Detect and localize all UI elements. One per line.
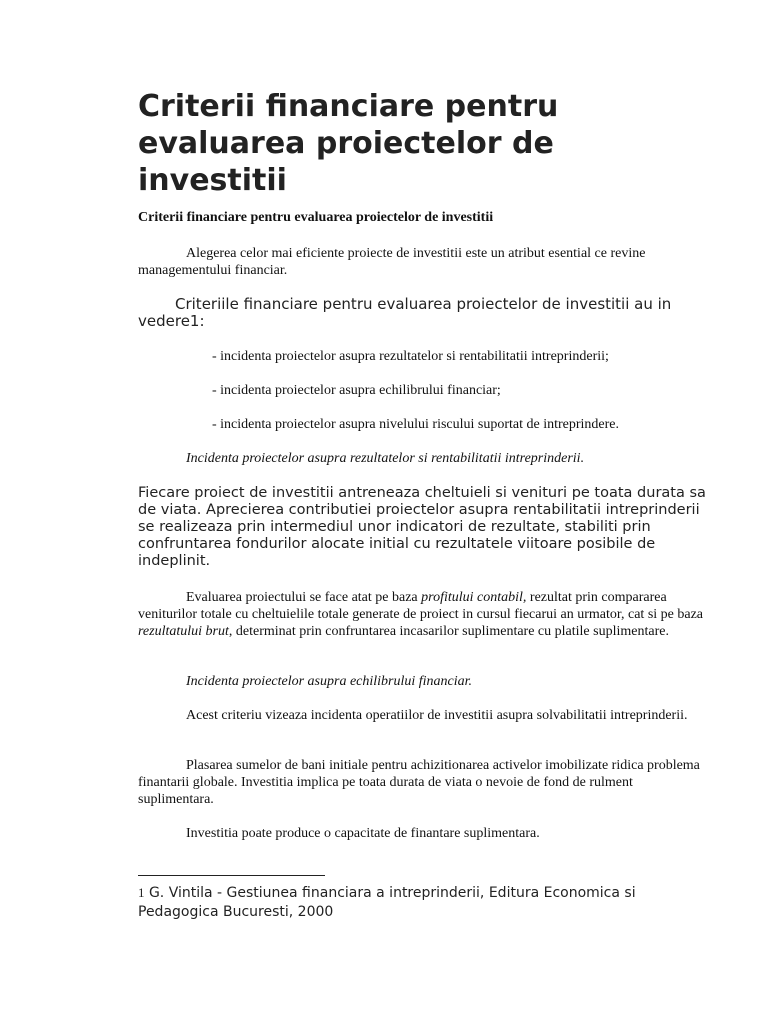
section-heading-rentabilitate: Incidenta proiectelor asupra rezultatelor si rentabilitatii intreprinderii. [186,451,585,466]
paragraph-capacitate: Investitia poate produce o capacitate de finantare suplimentara. [186,826,540,841]
footnote-number: 1 [138,885,145,900]
footnote-divider [138,875,325,876]
paragraph-evaluare [138,589,710,640]
footnote-text: G. Vintila - Gestiunea financiara a intreprinderii, Editura Economica si Pedagogica Bucuresti, 2000 [138,885,636,920]
footnote [138,883,718,922]
document-title: Criterii financiare pentru evaluarea proiectelor de investitii [138,89,559,198]
paragraph-intro: Alegerea celor mai eficiente proiecte de investitii este un atribut esential ce revine managementului financiar. [138,246,646,278]
list-item: - incidenta proiectelor asupra nivelului riscului suportat de intreprindere. [212,417,620,432]
section-heading-echilibru: Incidenta proiectelor asupra echilibrului financiar. [186,674,473,689]
list-item: - incidenta proiectelor asupra rezultatelor si rentabilitatii intreprinderii; [212,349,609,364]
paragraph-venituri: Fiecare proiect de investitii antreneaza cheltuieli si venituri pe toata durata sa de viata. Aprecierea contributiei proiectelor asupra rentabilitatii intreprinderii se realizeaza prin intermediul unor indicatori de rezultate, stabiliti prin confruntarea fondurilor alocate initial cu rezultatele viitoare posibile de indeplinit. [138,485,706,569]
list-item: - incidenta proiectelor asupra echilibrului financiar; [212,383,501,398]
text-span: rezultat prin compararea veniturilor totale cu cheltuielile totale generate de proiect in cursul fiecarui an urmator, cat si pe baza [138,590,704,622]
paragraph-finantare: Plasarea sumelor de bani initiale pentru achizitionarea activelor imobilizate ridica problema finantarii globale. Investitia implica pe toata durata de viata o nevoie de fond de rulment suplimentara. [138,758,700,807]
emphasis-profit-contabil: profitului contabil, [421,590,527,605]
text-span: Evaluarea proiectului se face atat pe baza [186,590,422,605]
paragraph-criteria: Criteriile financiare pentru evaluarea proiectelor de investitii au in vedere1: [138,295,672,330]
emphasis-rezultat-brut: rezultatului brut [138,624,229,639]
paragraph-solvabilitate: Acest criteriu vizeaza incidenta operatiilor de investitii asupra solvabilitatii intreprinderii. [186,708,688,723]
text-span: , determinat prin confruntarea incasarilor suplimentare cu platile suplimentare. [228,624,669,639]
document-subtitle: Criterii financiare pentru evaluarea proiectelor de investitii [138,210,494,225]
